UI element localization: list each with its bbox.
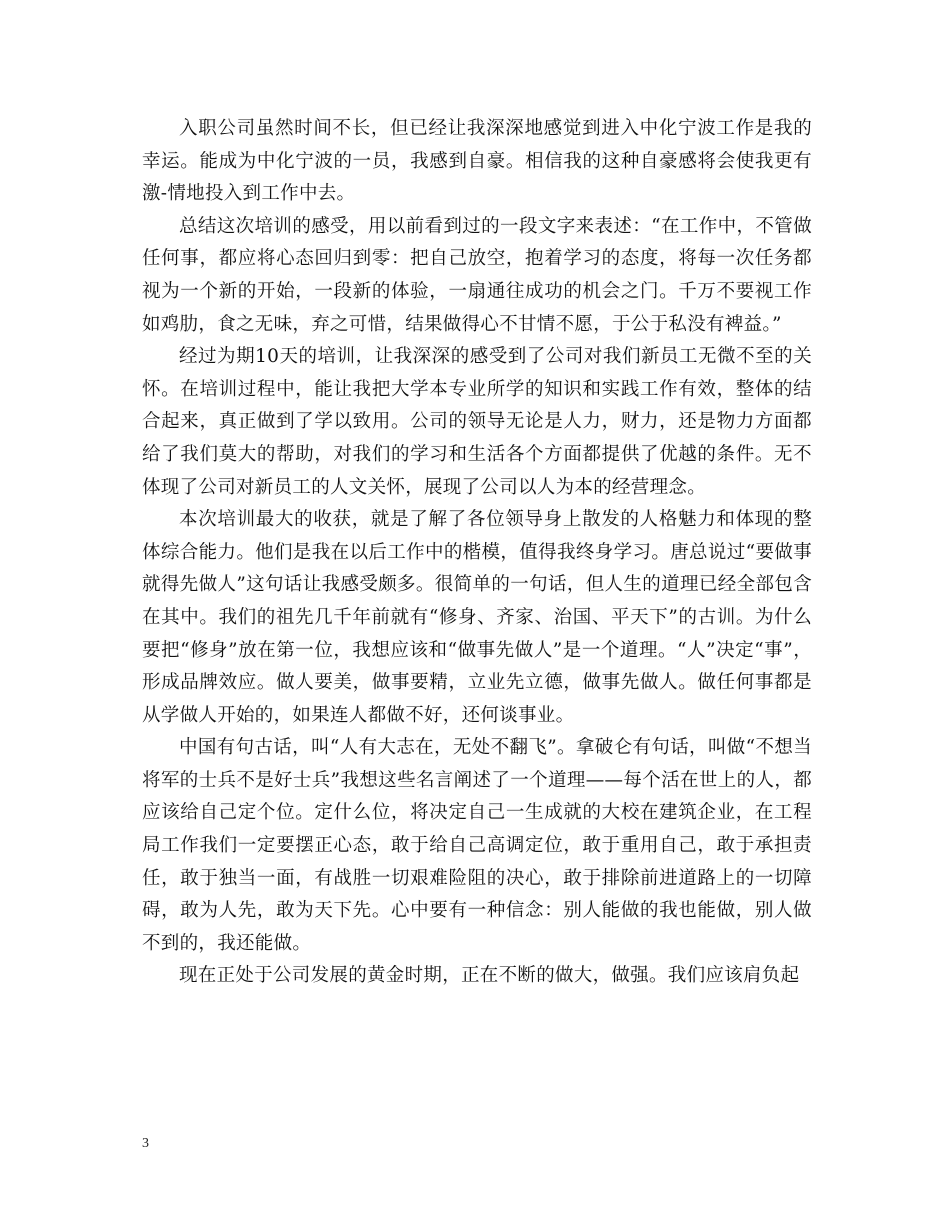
- document-body: [142, 113, 812, 993]
- page-number: 3: [142, 1136, 149, 1151]
- paragraph-2: 总结这次培训的感受，用以前看到过的一段文字来表述：“在工作中，不管做任何事，都应将心态回归到零：把自己放空，抱着学习的态度，将每一次任务都视为一个新的开始，一段新的体验，一扇通往成功的机会之门。千万不要视工作如鸡肋，食之无味，弃之可惜，结果做得心不甘情不愿，于公于私没有裨益。”: [142, 215, 812, 335]
- paragraph-5: 中国有句古话，叫“人有大志在，无处不翻飞”。拿破仑有句话，叫做“不想当将军的士兵不是好士兵”我想这些名言阐述了一个道理——每个活在世上的人，都应该给自己定个位。定什么位，将决定自己一生成就的大校在建筑企业，在工程局工作我们一定要摆正心态，敢于给自己高调定位，敢于重用自己，敢于承担责任，敢于独当一面，有战胜一切艰难险阻的决心，敢于排除前进道路上的一切障碍，敢为人先，敢为天下先。心中要有一种信念：别人能做的我也能做，别人做不到的，我还能做。: [142, 737, 812, 954]
- paragraph-3: 经过为期10天的培训，让我深深的感受到了公司对我们新员工无微不至的关怀。在培训过程中，能让我把大学本专业所学的知识和实践工作有效，整体的结合起来，真正做到了学以致用。公司的领导无论是人力，财力，还是物力方面都给了我们莫大的帮助，对我们的学习和生活各个方面都提供了优越的条件。无不体现了公司对新员工的人文关怀，展现了公司以人为本的经营理念。: [142, 346, 812, 498]
- paragraph-1: 入职公司虽然时间不长，但已经让我深深地感觉到进入中化宁波工作是我的幸运。能成为中化宁波的一员，我感到自豪。相信我的这种自豪感将会使我更有激-情地投入到工作中去。: [142, 118, 812, 205]
- paragraph-4: 本次培训最大的收获，就是了解了各位领导身上散发的人格魅力和体现的整体综合能力。他们是我在以后工作中的楷模，值得我终身学习。唐总说过“要做事就得先做人”这句话让我感受颇多。很简单的一句话，但人生的道理已经全部包含在其中。我们的祖先几千年前就有“修身、齐家、治国、平天下”的古训。为什么要把“修身”放在第一位，我想应该和“做事先做人”是一个道理。“人”决定“事”，形成品牌效应。做人要美，做事要精，立业先立德，做事先做人。做任何事都是从学做人开始的，如果连人都做不好，还何谈事业。: [142, 509, 812, 726]
- paragraph-6: 现在正处于公司发展的黄金时期，正在不断的做大，做强。我们应该肩负起: [179, 965, 800, 987]
